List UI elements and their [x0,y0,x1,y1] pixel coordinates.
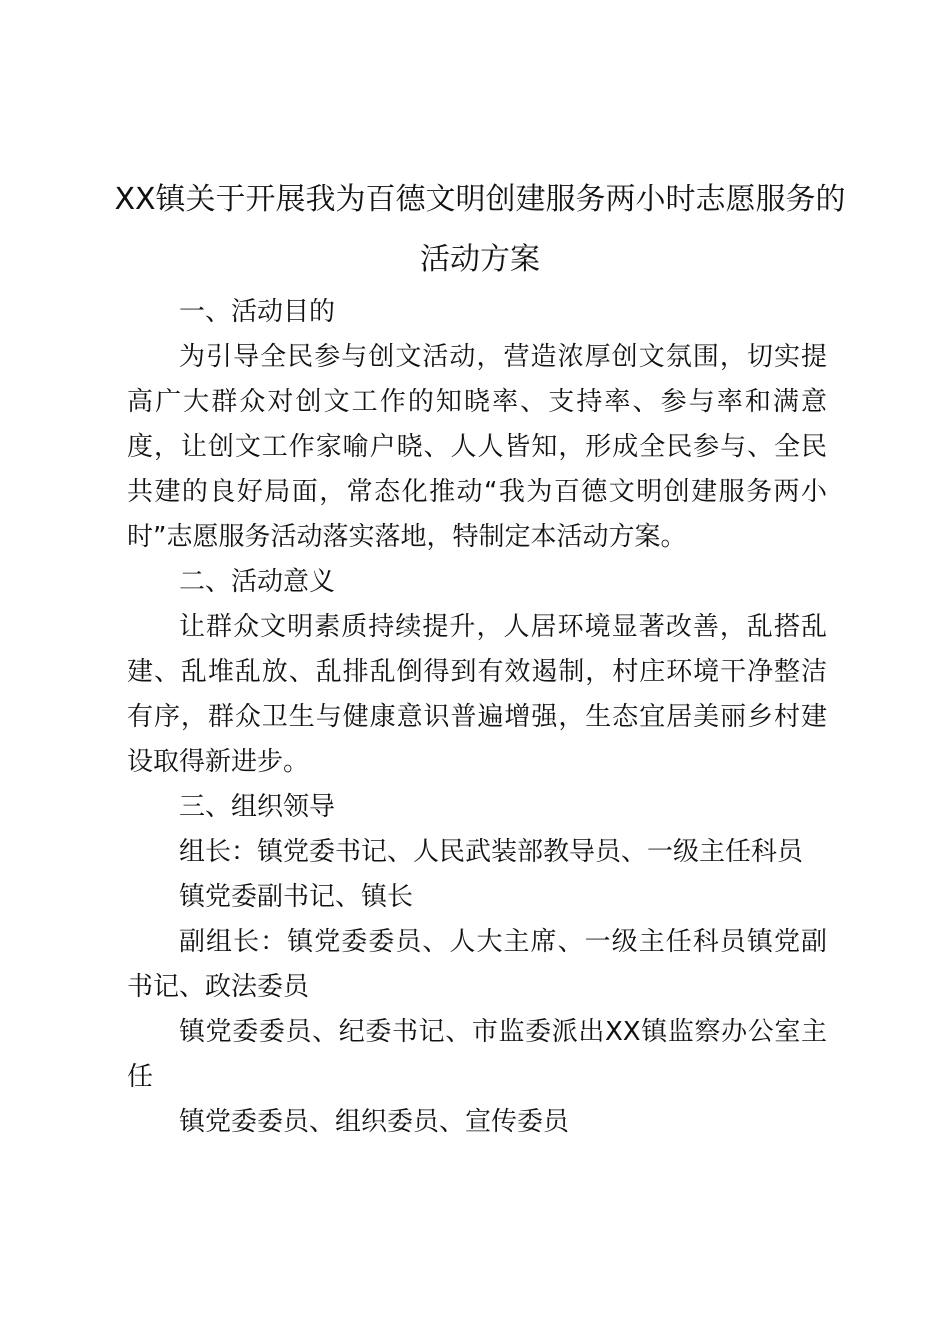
paragraph-deputy-2: 镇党委委员、纪委书记、市监委派出XX镇监察办公室主任 [127,1017,827,1092]
document-title [100,170,860,290]
section-heading-significance: 二、活动意义 [179,567,336,597]
paragraph-significance: 让群众文明素质持续提升，人居环境显著改善，乱搭乱建、乱堆乱放、乱排乱倒得到有效遏制，村庄环境干净整洁有序，群众卫生与健康意识普遍增强，生态宜居美丽乡村建设取得新进步。 [127,612,827,777]
title-line-1: XX镇关于开展我为百德文明创建服务两小时志愿服务的 [114,182,846,217]
section-heading-leadership: 三、组织领导 [179,792,336,822]
paragraph-deputy-3: 镇党委委员、组织委员、宣传委员 [179,1107,570,1137]
title-line-2: 活动方案 [420,242,540,277]
paragraph-leader: 组长：镇党委书记、人民武装部教导员、一级主任科员 [179,837,804,867]
paragraph-purpose: 为引导全民参与创文活动，营造浓厚创文氛围，切实提高广大群众对创文工作的知晓率、支持率、参与率和满意度，让创文工作家喻户晓、人人皆知，形成全民参与、全民共建的良好局面，常态化推动“我为百德文明创建服务两小时”志愿服务活动落实落地，特制定本活动方案。 [127,342,827,552]
document-body [127,290,827,1145]
section-heading-purpose: 一、活动目的 [179,297,336,327]
paragraph-deputy: 副组长：镇党委委员、人大主席、一级主任科员镇党副书记、政法委员 [127,927,827,1002]
paragraph-leader-2: 镇党委副书记、镇长 [179,882,414,912]
